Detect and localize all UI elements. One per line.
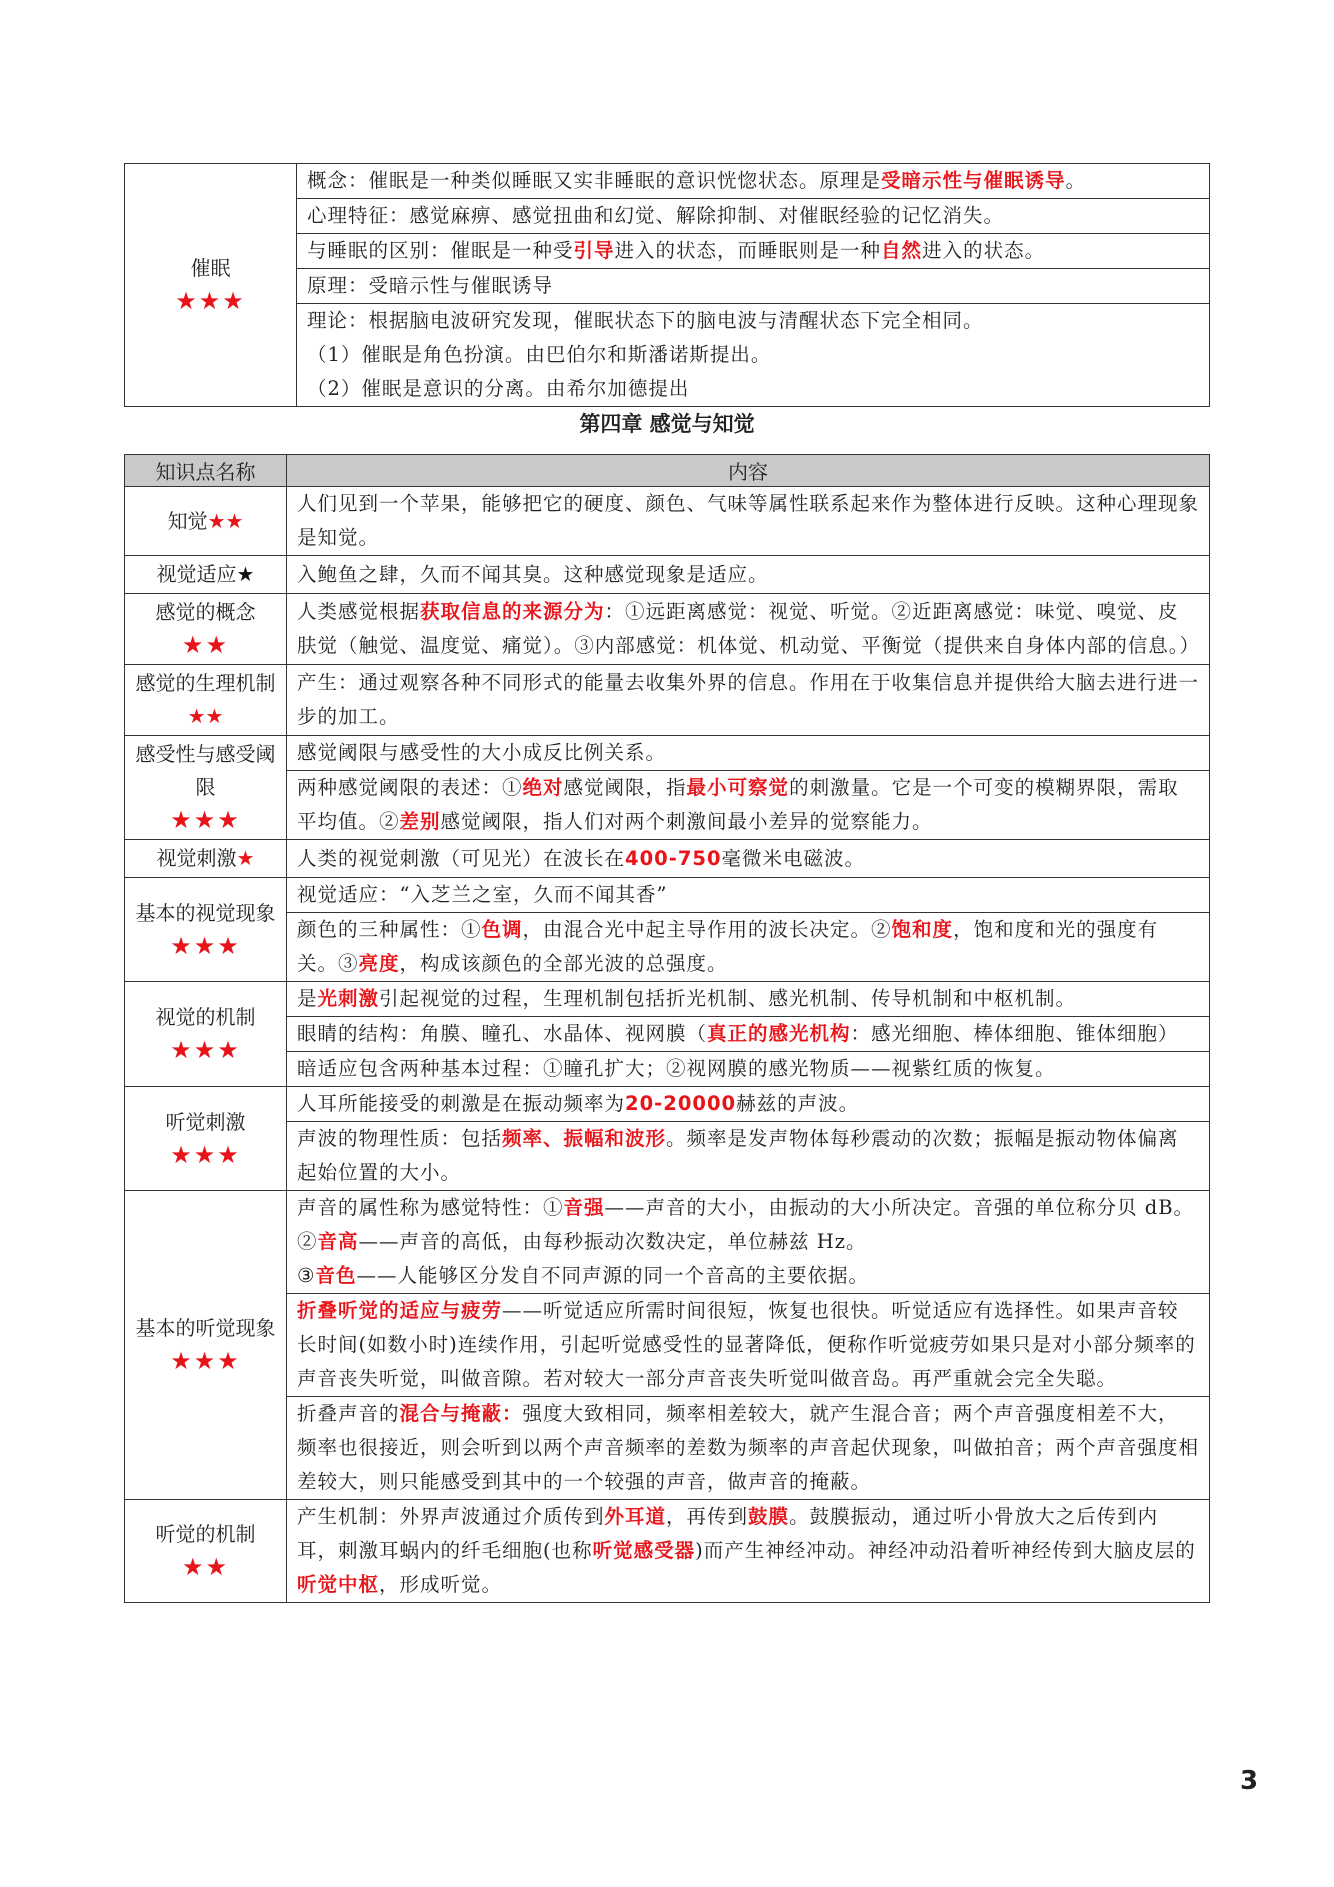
- text-segment: 感觉阈限，指人们对两个刺激间最小差异的觉察能力。: [440, 810, 933, 833]
- table-row: [125, 771, 1210, 840]
- text-segment: ——声音的大小，由振动的大小所决定。音强的单位称分贝 dB。②: [297, 1196, 1195, 1253]
- table-row: [125, 736, 1210, 771]
- text-segment: ，由混合光中起主导作用的波长决定。②: [522, 918, 892, 941]
- text-segment: 声波的物理性质：包括: [297, 1127, 503, 1150]
- header-name: 知识点名称: [125, 455, 287, 487]
- topic-name-cell: [125, 840, 287, 878]
- text-segment: 感觉阈限，指: [563, 776, 687, 799]
- topic-name-cell: [125, 1191, 287, 1500]
- text-segment: 心理特征：感觉麻痹、感觉扭曲和幻觉、解除抑制、对催眠经验的记忆消失。: [307, 204, 1005, 227]
- table-row: [125, 556, 1210, 594]
- table-row: [125, 1087, 1210, 1122]
- highlight-text: 引导: [573, 239, 615, 262]
- highlight-text: 色调: [481, 918, 523, 941]
- topic-name-cell: [125, 878, 287, 982]
- content-cell: [287, 594, 1210, 665]
- text-segment: 两种感觉阈限的表述：①: [297, 776, 523, 799]
- text-segment: ：感光细胞、棒体细胞、锥体细胞）: [850, 1022, 1179, 1045]
- hypnosis-table: [124, 163, 1210, 407]
- topic-name-cell: [125, 594, 287, 665]
- rating-stars: ★★: [181, 1553, 230, 1581]
- table-row: [125, 1191, 1210, 1294]
- text-segment: ——听觉适应所需时间很短，恢复也很快。听觉适应有选择性。如果声音较长时间(如数小时)连续作用，引起听觉感受性的显著降低，便称作听觉疲劳如果只是对小部分频率的声音丧失听觉，叫做音隙。若对较大一部分声音丧失听觉叫做音岛。再严重就会完全失聪。: [297, 1299, 1196, 1390]
- content-line: [307, 372, 1199, 406]
- highlight-text: 频率、振幅和波形: [502, 1127, 667, 1150]
- text-segment: 颜色的三种属性：①: [297, 918, 482, 941]
- text-segment: 声音的属性称为感觉特性：①: [297, 1196, 564, 1219]
- table-row: [125, 913, 1210, 982]
- highlight-text: 音高: [317, 1230, 359, 1253]
- highlight-text: 绝对: [522, 776, 564, 799]
- text-segment: 视觉适应：“入芝兰之室，久而不闻其香”: [297, 883, 668, 906]
- highlight-text: 光刺激: [317, 987, 380, 1010]
- rating-stars: ★★: [181, 631, 230, 659]
- highlight-text: 差别: [399, 810, 441, 833]
- table-row: [125, 1500, 1210, 1603]
- content-cell: [297, 269, 1210, 304]
- content-cell: [287, 913, 1210, 982]
- content-cell: [287, 771, 1210, 840]
- text-segment: 是: [297, 987, 318, 1010]
- content-cell: [287, 1052, 1210, 1087]
- content-line: [307, 304, 1199, 338]
- content-cell: [287, 1294, 1210, 1397]
- rating-stars: ★★★: [170, 806, 241, 834]
- topic-name: 知觉: [167, 508, 208, 533]
- highlight-text: 最小可察觉: [686, 776, 790, 799]
- topic-name: 基本的视觉现象: [135, 900, 276, 925]
- topic-name: 感受性与感受阈限: [135, 742, 276, 799]
- highlight-text: 混合与掩蔽：: [399, 1402, 523, 1425]
- text-segment: 产生机制：外界声波通过介质传到: [297, 1505, 605, 1528]
- highlight-text: 听觉中枢: [297, 1573, 380, 1596]
- highlight-text: 亮度: [358, 952, 400, 975]
- text-segment: 与睡眠的区别：催眠是一种受: [307, 239, 574, 262]
- text-segment: 折叠声音的: [297, 1402, 400, 1425]
- text-segment: 眼睛的结构：角膜、瞳孔、水晶体、视网膜（: [297, 1022, 708, 1045]
- text-segment: （1）催眠是角色扮演。由巴伯尔和斯潘诺斯提出。: [307, 343, 772, 366]
- table-row: [125, 840, 1210, 878]
- text-segment: )而产生神经冲动。神经冲动沿着听神经传到大脑皮层的: [695, 1539, 1196, 1562]
- text-segment: 人类感觉根据: [297, 600, 421, 623]
- text-segment: 。鼓膜振动，通过听小骨放大之后传到内耳，刺激耳蜗内的纤毛细胞(也称: [297, 1505, 1159, 1562]
- rating-stars: ★★: [187, 704, 224, 728]
- topic-name-cell: [125, 1500, 287, 1603]
- topic-name: 感觉的概念: [155, 600, 256, 624]
- rating-stars: ★★★: [170, 1140, 241, 1169]
- text-segment: ，饱和度和光的强度有关。③: [297, 918, 1159, 975]
- topic-name: 听觉的机制: [155, 1522, 256, 1546]
- highlight-text: 饱和度: [891, 918, 954, 941]
- topic-name-cell: [125, 665, 287, 736]
- content-line: [307, 338, 1199, 372]
- content-cell: [287, 556, 1210, 594]
- topic-name-cell: [125, 487, 287, 556]
- content-cell: [297, 199, 1210, 234]
- text-segment: 产生：通过观察各种不同形式的能量去收集外界的信息。作用在于收集信息并提供给大脑去进行进一步的加工。: [297, 671, 1200, 728]
- content-cell: [287, 736, 1210, 771]
- text-segment: 人们见到一个苹果，能够把它的硬度、颜色、气味等属性联系起来作为整体进行反映。这种心理现象是知觉。: [297, 492, 1200, 549]
- text-segment: 强度大致相同，频率相差较大，就产生混合音；两个声音强度相差不大，频率也很接近，则会听到以两个声音频率的差数为频率的声音起伏现象，叫做拍音；两个声音强度相差较大，则只能感受到其中的一个较强的声音，做声音的掩蔽。: [297, 1402, 1200, 1493]
- content-cell: [297, 304, 1210, 407]
- table-row: [125, 1017, 1210, 1052]
- content-cell: [287, 1087, 1210, 1122]
- table-row: [125, 878, 1210, 913]
- content-cell: [287, 982, 1210, 1017]
- content-cell: [287, 1191, 1210, 1294]
- text-segment: ——声音的高低，由每秒振动次数决定，单位赫兹 Hz。: [358, 1230, 867, 1253]
- table-row: [125, 1294, 1210, 1397]
- table-row: [125, 1397, 1210, 1500]
- topic-name-cell: [125, 556, 287, 594]
- rating-stars: ★★★: [170, 1036, 241, 1064]
- text-segment: 入鲍鱼之肆，久而不闻其臭。这种感觉现象是适应。: [297, 562, 769, 586]
- highlight-text: 鼓膜: [748, 1505, 790, 1528]
- topic-name-cell: [125, 982, 287, 1087]
- text-segment: 暗适应包含两种基本过程：①瞳孔扩大；②视网膜的感光物质——视紫红质的恢复。: [297, 1057, 1056, 1080]
- rating-stars: ★★★: [170, 931, 241, 960]
- content-cell: [287, 1017, 1210, 1052]
- text-segment: 原理：受暗示性与催眠诱导: [307, 274, 554, 297]
- table-row: [125, 1122, 1210, 1191]
- content-cell: [297, 234, 1210, 269]
- content-cell: [287, 487, 1210, 556]
- table-row: [125, 487, 1210, 556]
- topic-name: 催眠: [190, 256, 231, 280]
- text-segment: ，构成该颜色的全部光波的总强度。: [399, 952, 728, 975]
- topic-name: 视觉刺激: [156, 846, 237, 870]
- topic-name-cell: [125, 164, 297, 407]
- highlight-text: 真正的感光机构: [707, 1022, 851, 1045]
- table-row: [125, 665, 1210, 736]
- knowledge-table: [124, 454, 1210, 1603]
- topic-name-cell: [125, 1087, 287, 1191]
- topic-name: 基本的听觉现象: [135, 1316, 276, 1340]
- text-segment: 。: [1065, 169, 1087, 192]
- table-row: [125, 164, 1210, 199]
- header-content: 内容: [287, 455, 1210, 487]
- text-segment: ：①远距离感觉：视觉、听觉。②近距离感觉：味觉、嗅觉、皮肤觉（触觉、温度觉、痛觉）。③内部感觉：机体觉、机动觉、平衡觉（提供来自身体内部的信息。）: [297, 600, 1201, 657]
- highlight-text: 折叠听觉的适应与疲劳: [297, 1299, 503, 1322]
- rating-stars: ★★★: [175, 287, 246, 315]
- highlight-text: 自然: [881, 239, 923, 262]
- content-cell: [287, 1122, 1210, 1191]
- text-segment: ，再传到: [666, 1505, 749, 1528]
- highlight-text: 20-20000: [625, 1092, 737, 1115]
- text-segment: ，形成听觉。: [379, 1573, 503, 1596]
- text-segment: 进入的状态。: [922, 239, 1046, 262]
- text-segment: 人耳所能接受的刺激是在振动频率为: [297, 1092, 626, 1115]
- rating-stars: ★★★: [170, 1347, 241, 1375]
- topic-name: 视觉的机制: [155, 1005, 256, 1029]
- page-number: 3: [1240, 1766, 1259, 1796]
- rating-stars: ★: [236, 846, 255, 870]
- text-segment: 进入的状态，而睡眠则是一种: [614, 239, 882, 262]
- text-segment: （2）催眠是意识的分离。由希尔加德提出: [307, 377, 690, 400]
- highlight-text: 400-750: [625, 846, 722, 870]
- text-segment: ——人能够区分发自不同声源的同一个音高的主要依据。: [356, 1264, 870, 1287]
- text-segment: 感觉阈限与感受性的大小成反比例关系。: [297, 741, 667, 764]
- highlight-text: 外耳道: [604, 1505, 667, 1528]
- topic-name-cell: [125, 736, 287, 840]
- highlight-text: 获取信息的来源分为: [420, 600, 605, 623]
- table-row: [125, 982, 1210, 1017]
- rating-stars: ★★: [207, 508, 244, 533]
- text-segment: 概念：催眠是一种类似睡眠又实非睡眠的意识恍惚状态。原理是: [307, 169, 882, 192]
- topic-name: 听觉刺激: [165, 1109, 246, 1134]
- highlight-text: 音强: [563, 1196, 605, 1219]
- content-cell: [287, 1500, 1210, 1603]
- text-segment: 赫兹的声波。: [736, 1092, 860, 1115]
- highlight-text: 听觉感受器: [592, 1539, 696, 1562]
- table-row: [125, 1052, 1210, 1087]
- topic-name: 视觉适应: [156, 562, 237, 586]
- chapter-title: 第四章 感觉与知觉: [579, 412, 755, 436]
- table-row: [125, 594, 1210, 665]
- text-segment: ③: [297, 1264, 316, 1287]
- topic-name: 感觉的生理机制: [135, 671, 276, 695]
- content-cell: [287, 665, 1210, 736]
- rating-stars: ★: [236, 562, 255, 586]
- text-segment: 毫微米电磁波。: [721, 846, 866, 870]
- text-segment: 的刺激量。它是一个可变的模糊界限，需取平均值。②: [297, 776, 1179, 833]
- text-segment: 。频率是发声物体每秒震动的次数；振幅是振动物体偏离起始位置的大小。: [297, 1127, 1179, 1184]
- text-segment: 引起视觉的过程，生理机制包括折光机制、感光机制、传导机制和中枢机制。: [379, 987, 1077, 1010]
- text-segment: 理论：根据脑电波研究发现，催眠状态下的脑电波与清醒状态下完全相同。: [307, 309, 984, 332]
- content-cell: [287, 1397, 1210, 1500]
- content-cell: [297, 164, 1210, 199]
- highlight-text: 受暗示性与催眠诱导: [881, 169, 1066, 192]
- text-segment: 人类的视觉刺激（可见光）在波长在: [297, 846, 626, 870]
- highlight-text: 音色: [315, 1264, 357, 1287]
- content-cell: [287, 878, 1210, 913]
- table-header-row: [125, 455, 1210, 487]
- content-cell: [287, 840, 1210, 878]
